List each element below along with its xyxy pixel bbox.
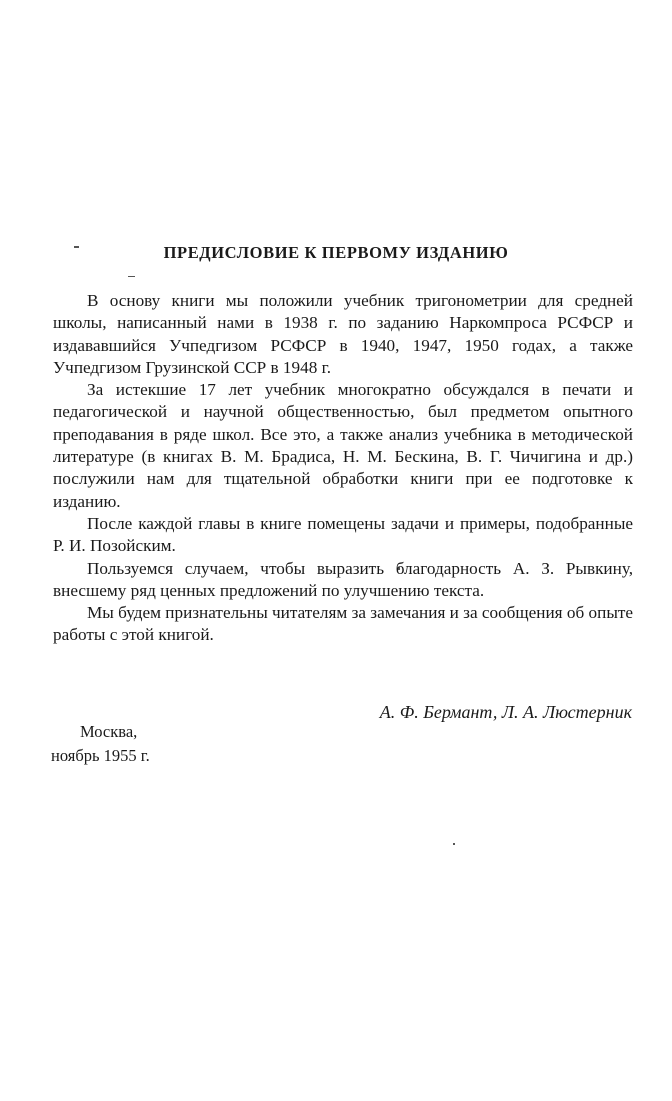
preface-body [53,290,633,647]
preface-heading: ПРЕДИСЛОВИЕ К ПЕРВОМУ ИЗДАНИЮ [163,243,509,262]
paragraph: Мы будем признательны читателям за замечания и за сообщения об опыте работы с этой книгой. [53,603,634,645]
date-line: ноябрь 1955 г. [51,746,150,765]
paragraph: После каждой главы в книге помещены задачи и примеры, подобранные Р. И. Позойским. [53,513,633,556]
paragraph: В основу книги мы положили учебник тригонометрии для средней школы, написанный нами в 1938 г. по заданию Наркомпроса РСФСР и издававшийся Учпедгизом РСФСР в 1940, 1947, 1950 годах, а также Учпедгизом Грузинской ССР в 1948 г. [53,291,633,377]
print-speck [453,843,455,845]
place-line: Москва, [80,722,138,741]
paragraph: Пользуемся случаем, чтобы выразить благодарность А. З. Рывкину, внесшему ряд ценных предложений по улучшению текста. [53,558,633,600]
authors-signature: А. Ф. Бермант, Л. А. Люстерник [379,702,632,722]
paragraph: За истекшие 17 лет учебник многократно обсуждался в печати и педагогической и научной общественностью, был предметом опытного преподавания в ряде школ. Все это, а также анализ учебника в методической литературе (в книгах В. М. Брадиса, Н. М. Бескина, В. Г. Чичигина и др.) послужили нам для тщательной обработки книги при ее подготовке к изданию. [53,380,633,511]
print-speck [128,276,135,277]
